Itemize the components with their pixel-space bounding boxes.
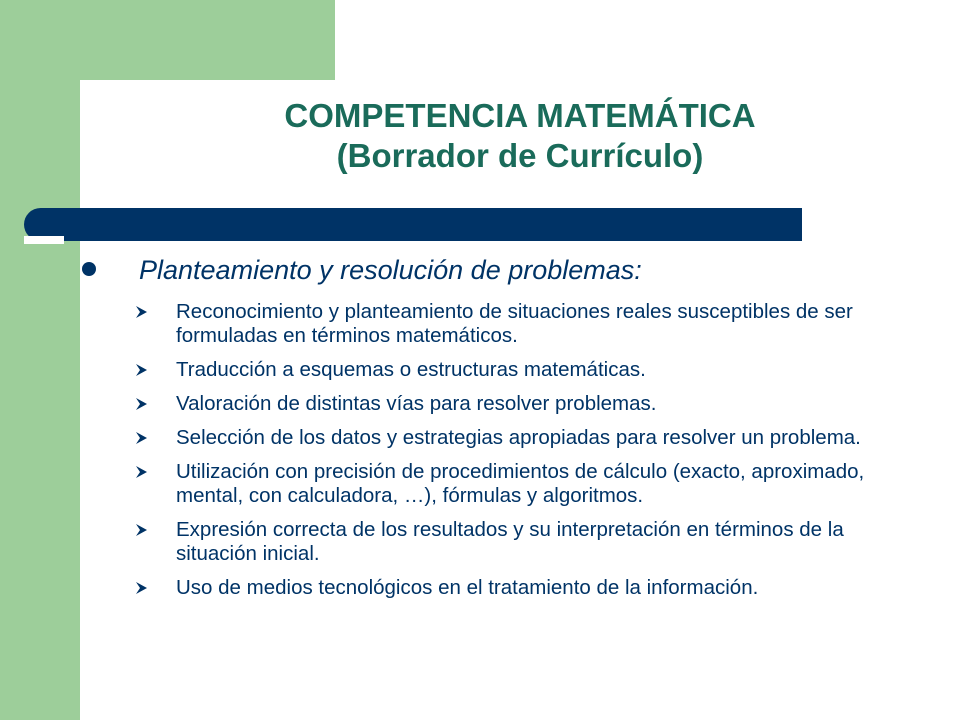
list-item xyxy=(130,300,930,348)
bullet-list xyxy=(130,300,930,610)
arrowhead-bullet-icon xyxy=(134,579,150,597)
slide-title-line-2: (Borrador de Currículo) xyxy=(336,137,704,174)
decorative-bar-notch xyxy=(24,236,64,244)
list-item-text: Valoración de distintas vías para resolver problemas. xyxy=(176,392,657,415)
list-item xyxy=(130,358,930,382)
slide-title xyxy=(120,96,920,176)
arrowhead-bullet-icon xyxy=(134,395,150,413)
arrowhead-bullet-icon xyxy=(134,429,150,447)
list-item xyxy=(130,426,930,450)
decorative-green-band-top xyxy=(80,0,335,80)
list-item xyxy=(130,392,930,416)
list-item xyxy=(130,576,930,600)
list-item-text: Expresión correcta de los resultados y su interpretación en términos de la situación inicial. xyxy=(176,518,844,565)
decorative-title-bar xyxy=(24,208,802,241)
arrowhead-bullet-icon xyxy=(134,463,150,481)
list-item xyxy=(130,460,930,508)
arrowhead-bullet-icon xyxy=(134,521,150,539)
list-item-text: Selección de los datos y estrategias apropiadas para resolver un problema. xyxy=(176,426,861,449)
list-item xyxy=(130,518,930,566)
section-heading: Planteamiento y resolución de problemas: xyxy=(139,255,642,285)
list-item-text: Uso de medios tecnológicos en el tratamiento de la información. xyxy=(176,576,759,599)
slide-title-line-1: COMPETENCIA MATEMÁTICA xyxy=(284,97,756,134)
list-item-text: Utilización con precisión de procedimientos de cálculo (exacto, aproximado, mental, con calculadora, …), fórmulas y algoritmos. xyxy=(176,460,865,507)
filled-circle-bullet-icon xyxy=(82,262,96,276)
arrowhead-bullet-icon xyxy=(134,303,150,321)
list-item-text: Traducción a esquemas o estructuras matemáticas. xyxy=(176,358,646,381)
arrowhead-bullet-icon xyxy=(134,361,150,379)
decorative-green-band-left xyxy=(0,0,80,720)
list-item-text: Reconocimiento y planteamiento de situaciones reales susceptibles de ser formuladas en términos matemáticos. xyxy=(176,300,853,347)
